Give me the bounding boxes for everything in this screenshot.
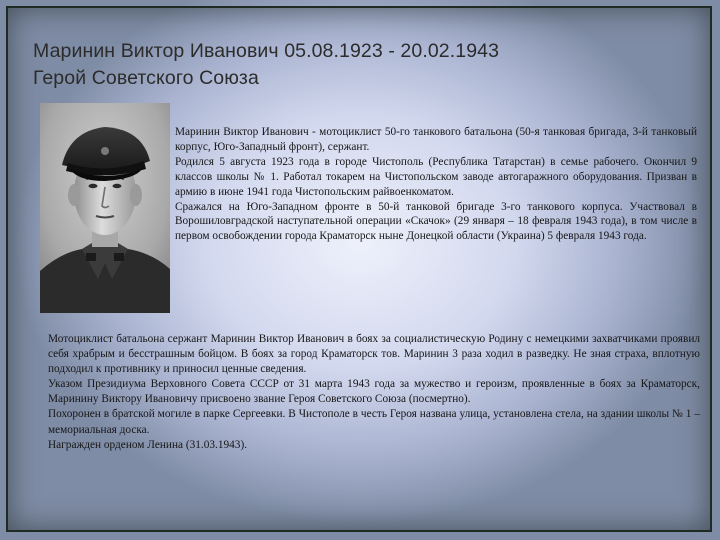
soldier-portrait — [40, 103, 170, 313]
bio-paragraph: Награжден орденом Ленина (31.03.1943). — [48, 438, 248, 451]
bio-paragraph: Мотоциклист батальона сержант Маринин Виктор Иванович в боях за социалистическую Родину с немецкими захватчиками проявил себя храбрым и бесстрашным бойцом. В боях за город Краматорск тов. Маринин 3 раза ходил в разведку. Не зная страха, вплотную подходил к противнику и приносил ценные сведения. — [48, 333, 700, 376]
bio-paragraph: Родился 5 августа 1923 года в городе Чистополь (Республика Татарстан) в семье рабочего. Окончил 9 классов школы № 1. Работал токарем на Чистопольском заводе автогаражного оборудования. Призван в армию в июне 1941 года Чистопольским райвоенкоматом. — [175, 155, 697, 198]
biography-details — [48, 332, 700, 453]
bio-paragraph: Указом Президиума Верховного Совета СССР от 31 марта 1943 года за мужество и героизм, проявленные в боях за Краматорск, Маринину Виктору Ивановичу присвоено звание Героя Советского Союза (посмертно). — [48, 378, 700, 406]
bio-paragraph: Сражался на Юго-Западном фронте в 50-й танковой бригаде 3-го танкового корпуса. Участвовал в Ворошиловградской наступательной операции «Скачок» (29 января – 18 февраля 1943 года), в том числе в первом освобождении города Краматорск ныне Донецкой области (Украина) 5 февраля 1943 года. — [175, 200, 697, 243]
bio-paragraph: Похоронен в братской могиле в парке Сергеевки. В Чистополе в честь Героя названа улица, установлена стела, на здании школы № 1 – мемориальная доска. — [48, 408, 700, 436]
title-name-dates: Маринин Виктор Иванович 05.08.1923 - 20.02.1943 — [33, 40, 500, 62]
slide-title — [33, 38, 653, 92]
title-rank: Герой Советского Союза — [33, 67, 259, 89]
bio-paragraph: Маринин Виктор Иванович - мотоциклист 50-го танкового батальона (50-я танковая бригада, 3-й танковый корпус, Юго-Западный фронт), сержант. — [175, 126, 697, 153]
biography-intro — [175, 125, 697, 244]
